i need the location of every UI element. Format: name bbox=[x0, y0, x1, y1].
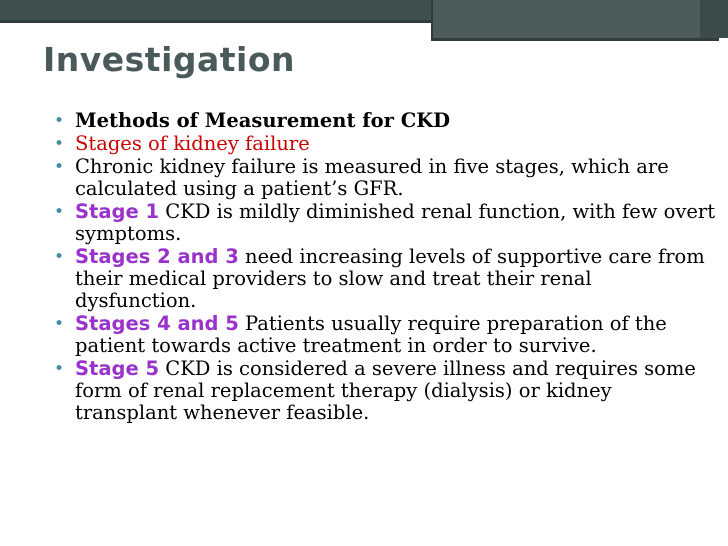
bullet-marker-icon: • bbox=[54, 157, 65, 177]
stage-label: Stage 5 bbox=[75, 357, 160, 380]
bullet-item bbox=[54, 201, 718, 245]
bullet-text: CKD is considered a severe illness and requires some form of renal replacement therapy (dialysis) or kidney transplant whenever feasible. bbox=[75, 357, 696, 424]
bullet-list bbox=[54, 110, 718, 425]
bullet-item bbox=[54, 156, 718, 200]
bullet-item bbox=[54, 133, 718, 155]
header-band bbox=[0, 0, 728, 40]
header-tab-corner bbox=[700, 0, 728, 38]
bullet-text: need increasing levels of supportive care from their medical providers to slow and treat their renal dysfunction. bbox=[75, 245, 705, 312]
bullet-item bbox=[54, 313, 718, 357]
bullet-marker-icon: • bbox=[54, 359, 65, 379]
bullet-item bbox=[54, 358, 718, 424]
bullet-text: Patients usually require preparation of the patient towards active treatment in order to survive. bbox=[75, 312, 667, 357]
bullet-marker-icon: • bbox=[54, 134, 65, 154]
header-tab-decoration bbox=[431, 0, 719, 41]
bullet-item bbox=[54, 246, 718, 312]
bullet-text: CKD is mildly diminished renal function, with few overt symptoms. bbox=[75, 200, 716, 245]
bullet-text: Methods of Measurement for CKD bbox=[75, 109, 451, 132]
bullet-item bbox=[54, 110, 718, 132]
bullet-marker-icon: • bbox=[54, 202, 65, 222]
slide-title: Investigation bbox=[43, 40, 296, 79]
bullet-marker-icon: • bbox=[54, 314, 65, 334]
stage-label: Stage 1 bbox=[75, 200, 160, 223]
bullet-text: Chronic kidney failure is measured in five stages, which are calculated using a patient’s GFR. bbox=[75, 155, 669, 200]
bullet-marker-icon: • bbox=[54, 247, 65, 267]
bullet-text: Stages of kidney failure bbox=[75, 132, 310, 155]
bullet-marker-icon: • bbox=[54, 111, 65, 131]
stage-label: Stages 2 and 3 bbox=[75, 245, 239, 268]
stage-label: Stages 4 and 5 bbox=[75, 312, 239, 335]
